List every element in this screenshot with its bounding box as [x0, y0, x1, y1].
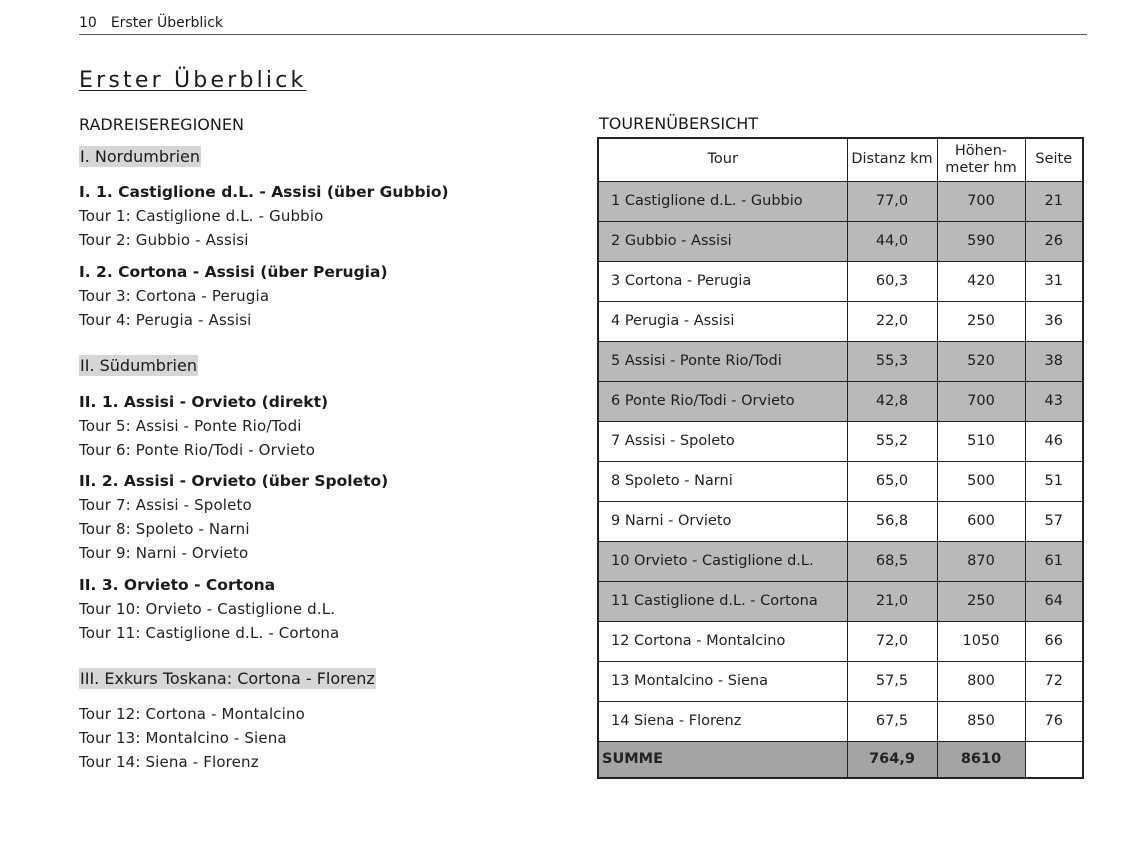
page-cell: 26	[1025, 221, 1083, 261]
distance-cell: 42,8	[847, 381, 937, 421]
tour-line: Tour 8: Spoleto - Narni	[79, 520, 250, 538]
regions-heading: RADREISEREGIONEN	[79, 115, 244, 134]
total-elevation: 8610	[937, 741, 1025, 778]
distance-cell: 65,0	[847, 461, 937, 501]
page-cell: 46	[1025, 421, 1083, 461]
route-title: I. 1. Castiglione d.L. - Assisi (über Gubbio)	[79, 183, 449, 201]
tour-line: Tour 12: Cortona - Montalcino	[79, 705, 305, 723]
tour-line: Tour 3: Cortona - Perugia	[79, 287, 270, 305]
tour-line: Tour 10: Orvieto - Castiglione d.L.	[79, 600, 336, 618]
elevation-cell: 600	[937, 501, 1025, 541]
region-heading: II. Südumbrien	[80, 356, 197, 375]
total-row	[598, 741, 1083, 778]
page-cell: 66	[1025, 621, 1083, 661]
table-row	[598, 621, 1083, 661]
tour-line: Tour 4: Perugia - Assisi	[79, 311, 252, 329]
col-header-page: Seite	[1025, 138, 1083, 181]
distance-cell: 77,0	[847, 181, 937, 221]
tour-overview-table	[597, 137, 1084, 779]
col-header-elevation: Höhen- meter hm	[937, 138, 1025, 181]
table-row	[598, 301, 1083, 341]
col-header-tour: Tour	[598, 138, 847, 181]
elevation-cell: 590	[937, 221, 1025, 261]
page-cell: 61	[1025, 541, 1083, 581]
elevation-cell: 700	[937, 181, 1025, 221]
tour-name-cell: 14 Siena - Florenz	[598, 701, 847, 741]
page-cell: 51	[1025, 461, 1083, 501]
table-row	[598, 701, 1083, 741]
elevation-cell: 1050	[937, 621, 1025, 661]
tour-name-cell: 3 Cortona - Perugia	[598, 261, 847, 301]
tour-name-cell: 1 Castiglione d.L. - Gubbio	[598, 181, 847, 221]
distance-cell: 44,0	[847, 221, 937, 261]
route-title: II. 1. Assisi - Orvieto (direkt)	[79, 393, 329, 411]
route-title: II. 2. Assisi - Orvieto (über Spoleto)	[79, 472, 389, 490]
elevation-cell: 510	[937, 421, 1025, 461]
region-heading: III. Exkurs Toskana: Cortona - Florenz	[80, 669, 375, 688]
table-row	[598, 381, 1083, 421]
tour-name-cell: 4 Perugia - Assisi	[598, 301, 847, 341]
page-number: 10	[79, 15, 97, 31]
elevation-cell: 520	[937, 341, 1025, 381]
total-label: SUMME	[598, 741, 847, 778]
tour-name-cell: 2 Gubbio - Assisi	[598, 221, 847, 261]
tour-line: Tour 6: Ponte Rio/Todi - Orvieto	[79, 441, 316, 459]
table-row	[598, 341, 1083, 381]
tour-line: Tour 9: Narni - Orvieto	[79, 544, 249, 562]
tour-name-cell: 11 Castiglione d.L. - Cortona	[598, 581, 847, 621]
tour-line: Tour 13: Montalcino - Siena	[79, 729, 287, 747]
running-header	[79, 14, 1087, 35]
elevation-cell: 250	[937, 581, 1025, 621]
tour-name-cell: 6 Ponte Rio/Todi - Orvieto	[598, 381, 847, 421]
distance-cell: 67,5	[847, 701, 937, 741]
tour-line: Tour 5: Assisi - Ponte Rio/Todi	[79, 417, 302, 435]
table-row	[598, 581, 1083, 621]
elevation-cell: 250	[937, 301, 1025, 341]
distance-cell: 72,0	[847, 621, 937, 661]
elevation-cell: 800	[937, 661, 1025, 701]
distance-cell: 21,0	[847, 581, 937, 621]
page-cell: 21	[1025, 181, 1083, 221]
page-cell: 38	[1025, 341, 1083, 381]
route-title: II. 3. Orvieto - Cortona	[79, 576, 276, 594]
tour-line: Tour 1: Castiglione d.L. - Gubbio	[79, 207, 324, 225]
table-row	[598, 461, 1083, 501]
tour-overview-heading: TOURENÜBERSICHT	[599, 114, 759, 133]
table-header-row	[598, 138, 1083, 181]
route-title: I. 2. Cortona - Assisi (über Perugia)	[79, 263, 388, 281]
tour-line: Tour 7: Assisi - Spoleto	[79, 496, 252, 514]
distance-cell: 57,5	[847, 661, 937, 701]
tour-name-cell: 5 Assisi - Ponte Rio/Todi	[598, 341, 847, 381]
distance-cell: 68,5	[847, 541, 937, 581]
col-header-distance: Distanz km	[847, 138, 937, 181]
elevation-cell: 500	[937, 461, 1025, 501]
distance-cell: 56,8	[847, 501, 937, 541]
table-row	[598, 181, 1083, 221]
page-title: Erster Überblick	[79, 68, 307, 93]
total-distance: 764,9	[847, 741, 937, 778]
distance-cell: 55,3	[847, 341, 937, 381]
elevation-cell: 850	[937, 701, 1025, 741]
table-row	[598, 501, 1083, 541]
page-cell: 76	[1025, 701, 1083, 741]
distance-cell: 55,2	[847, 421, 937, 461]
running-title: Erster Überblick	[110, 15, 224, 31]
tour-name-cell: 9 Narni - Orvieto	[598, 501, 847, 541]
page-cell: 57	[1025, 501, 1083, 541]
tour-line: Tour 2: Gubbio - Assisi	[79, 231, 249, 249]
tour-name-cell: 13 Montalcino - Siena	[598, 661, 847, 701]
page-cell: 64	[1025, 581, 1083, 621]
tour-name-cell: 8 Spoleto - Narni	[598, 461, 847, 501]
page-cell: 36	[1025, 301, 1083, 341]
elevation-cell: 870	[937, 541, 1025, 581]
tour-line: Tour 11: Castiglione d.L. - Cortona	[79, 624, 340, 642]
tour-name-cell: 12 Cortona - Montalcino	[598, 621, 847, 661]
table-row	[598, 541, 1083, 581]
total-empty-cell	[1025, 741, 1083, 778]
distance-cell: 60,3	[847, 261, 937, 301]
page-cell: 72	[1025, 661, 1083, 701]
elevation-cell: 700	[937, 381, 1025, 421]
elevation-cell: 420	[937, 261, 1025, 301]
page-cell: 43	[1025, 381, 1083, 421]
table-row	[598, 421, 1083, 461]
table-row	[598, 261, 1083, 301]
table-row	[598, 221, 1083, 261]
tour-line: Tour 14: Siena - Florenz	[79, 753, 259, 771]
page-cell: 31	[1025, 261, 1083, 301]
table-row	[598, 661, 1083, 701]
distance-cell: 22,0	[847, 301, 937, 341]
tour-name-cell: 10 Orvieto - Castiglione d.L.	[598, 541, 847, 581]
region-heading: I. Nordumbrien	[80, 147, 200, 166]
tour-name-cell: 7 Assisi - Spoleto	[598, 421, 847, 461]
